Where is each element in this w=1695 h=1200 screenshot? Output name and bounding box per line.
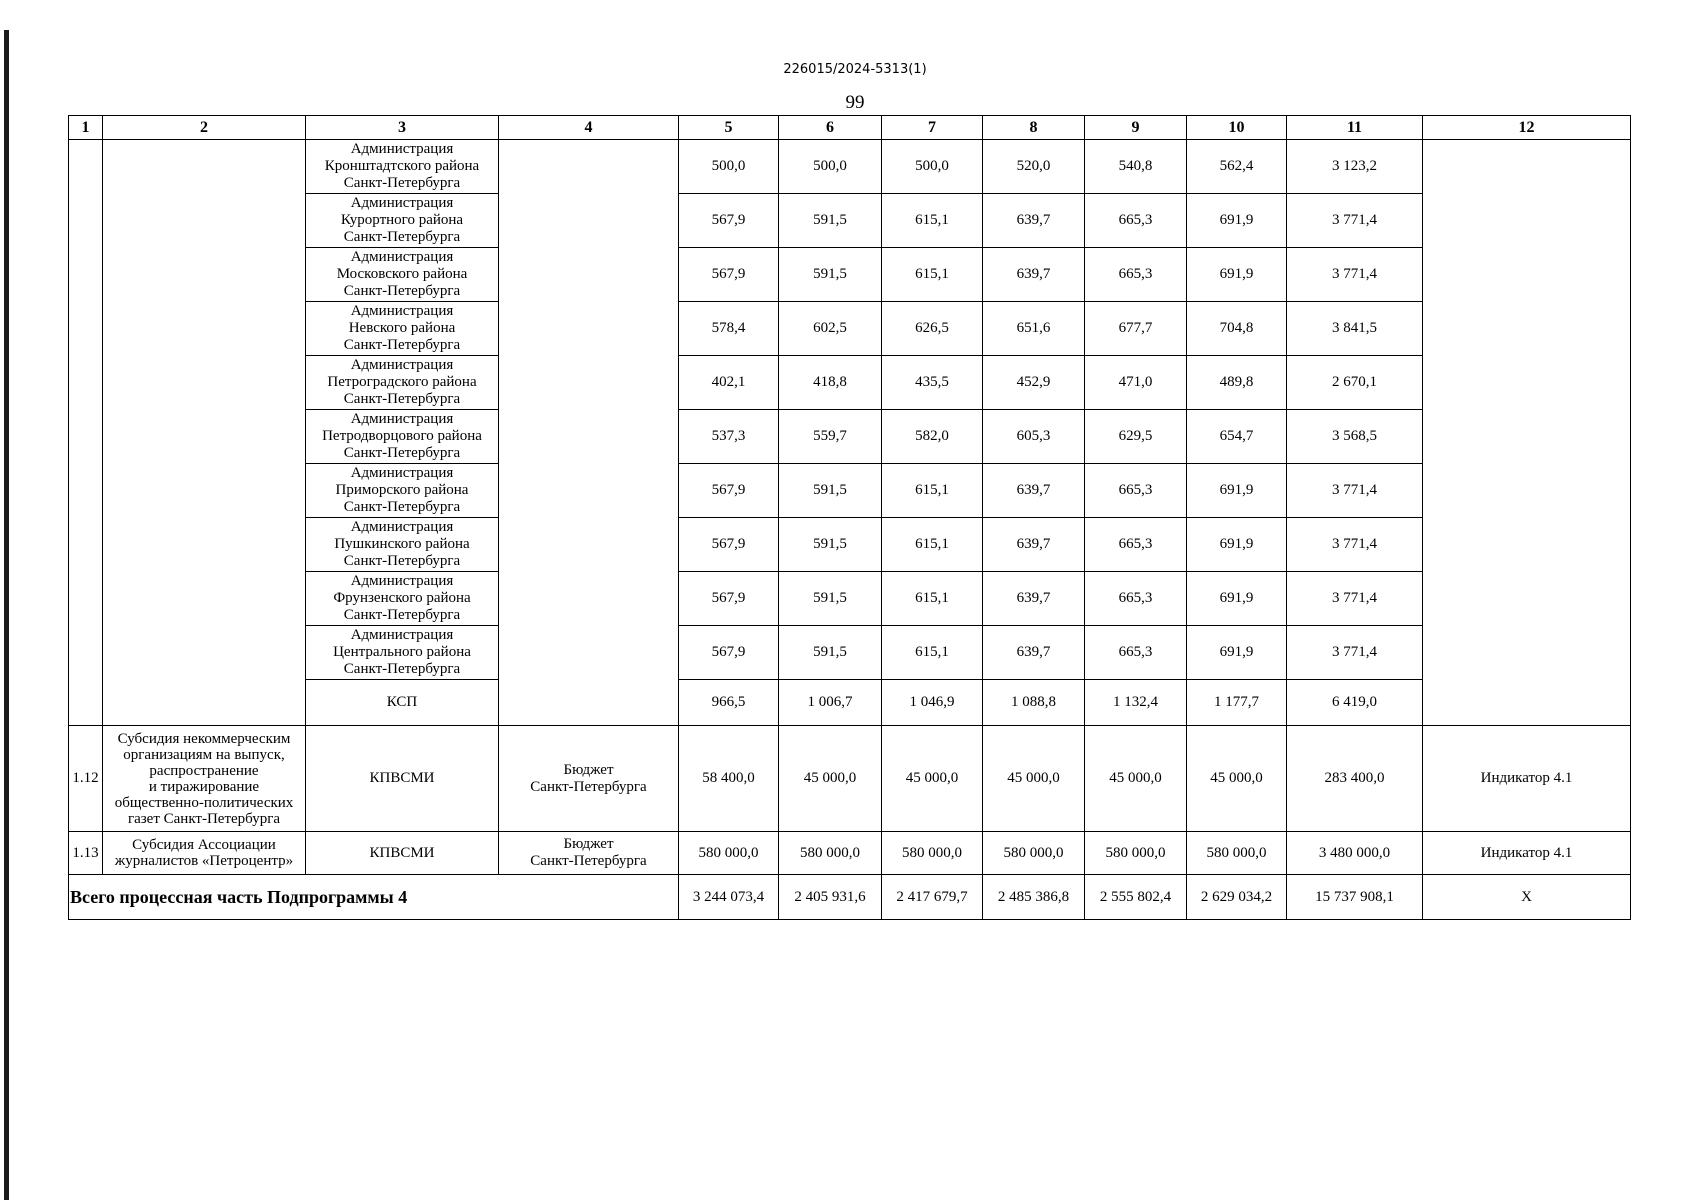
amount-cell: 500,0: [882, 140, 983, 194]
empty-name-cell: [103, 140, 306, 726]
funding-source-cell: Бюджет Санкт-Петербурга: [499, 832, 679, 875]
amount-cell: 567,9: [679, 464, 779, 518]
amount-cell: 3 771,4: [1287, 518, 1423, 572]
amount-cell: 639,7: [983, 464, 1085, 518]
total-amount-cell: 3 244 073,4: [679, 875, 779, 920]
amount-cell: 626,5: [882, 302, 983, 356]
amount-cell: 578,4: [679, 302, 779, 356]
amount-cell: 651,6: [983, 302, 1085, 356]
amount-cell: 3 123,2: [1287, 140, 1423, 194]
amount-cell: 559,7: [779, 410, 882, 464]
amount-cell: 58 400,0: [679, 726, 779, 832]
amount-cell: 582,0: [882, 410, 983, 464]
table-row: [69, 726, 1631, 832]
item-name-cell: Субсидия Ассоциации журналистов «Петроцентр»: [103, 832, 306, 875]
amount-cell: 567,9: [679, 626, 779, 680]
amount-cell: 45 000,0: [1085, 726, 1187, 832]
amount-cell: 1 046,9: [882, 680, 983, 726]
amount-cell: 591,5: [779, 518, 882, 572]
amount-cell: 591,5: [779, 572, 882, 626]
amount-cell: 3 771,4: [1287, 626, 1423, 680]
amount-cell: 615,1: [882, 194, 983, 248]
amount-cell: 45 000,0: [1187, 726, 1287, 832]
executor-cell: Администрация Центрального района Санкт-Петербурга: [306, 626, 499, 680]
amount-cell: 691,9: [1187, 464, 1287, 518]
executor-cell: Администрация Пушкинского района Санкт-Петербурга: [306, 518, 499, 572]
item-code-cell: 1.12: [69, 726, 103, 832]
amount-cell: 402,1: [679, 356, 779, 410]
amount-cell: 3 771,4: [1287, 248, 1423, 302]
amount-cell: 3 480 000,0: [1287, 832, 1423, 875]
amount-cell: 3 771,4: [1287, 194, 1423, 248]
amount-cell: 580 000,0: [779, 832, 882, 875]
column-number: 5: [679, 116, 779, 140]
amount-cell: 691,9: [1187, 248, 1287, 302]
total-amount-cell: 2 405 931,6: [779, 875, 882, 920]
item-code-cell: 1.13: [69, 832, 103, 875]
item-name-cell: Субсидия некоммерческим организациям на выпуск, распространение и тиражирование общественно-политических газет Санкт-Петербурга: [103, 726, 306, 832]
amount-cell: 665,3: [1085, 194, 1187, 248]
funding-source-cell: Бюджет Санкт-Петербурга: [499, 726, 679, 832]
amount-cell: 567,9: [679, 572, 779, 626]
amount-cell: 591,5: [779, 194, 882, 248]
executor-cell: Администрация Петродворцового района Санкт-Петербурга: [306, 410, 499, 464]
executor-cell: Администрация Фрунзенского района Санкт-Петербурга: [306, 572, 499, 626]
amount-cell: 691,9: [1187, 518, 1287, 572]
amount-cell: 3 568,5: [1287, 410, 1423, 464]
amount-cell: 639,7: [983, 248, 1085, 302]
amount-cell: 3 771,4: [1287, 464, 1423, 518]
total-label-cell: Всего процессная часть Подпрограммы 4: [69, 875, 679, 920]
amount-cell: 500,0: [779, 140, 882, 194]
amount-cell: 489,8: [1187, 356, 1287, 410]
table-row: [69, 832, 1631, 875]
executor-cell: Администрация Кронштадтского района Санкт-Петербурга: [306, 140, 499, 194]
amount-cell: 605,3: [983, 410, 1085, 464]
amount-cell: 540,8: [1085, 140, 1187, 194]
executor-cell: КПВСМИ: [306, 726, 499, 832]
column-number: 7: [882, 116, 983, 140]
registration-number: 226015/2024-5313(1): [783, 62, 927, 77]
column-number: 2: [103, 116, 306, 140]
column-number: 10: [1187, 116, 1287, 140]
amount-cell: 3 771,4: [1287, 572, 1423, 626]
scan-edge-mark: [4, 30, 9, 1200]
empty-indicator-cell: [1423, 140, 1631, 726]
column-number: 4: [499, 116, 679, 140]
amount-cell: 639,7: [983, 518, 1085, 572]
amount-cell: 615,1: [882, 464, 983, 518]
column-number: 11: [1287, 116, 1423, 140]
amount-cell: 418,8: [779, 356, 882, 410]
amount-cell: 45 000,0: [983, 726, 1085, 832]
column-number: 3: [306, 116, 499, 140]
amount-cell: 537,3: [679, 410, 779, 464]
amount-cell: 615,1: [882, 518, 983, 572]
indicator-cell: Индикатор 4.1: [1423, 832, 1631, 875]
amount-cell: 45 000,0: [779, 726, 882, 832]
amount-cell: 639,7: [983, 572, 1085, 626]
column-number: 6: [779, 116, 882, 140]
amount-cell: 500,0: [679, 140, 779, 194]
total-amount-cell: 2 629 034,2: [1187, 875, 1287, 920]
column-number-row: [69, 116, 1631, 140]
amount-cell: 639,7: [983, 626, 1085, 680]
amount-cell: 580 000,0: [983, 832, 1085, 875]
amount-cell: 665,3: [1085, 464, 1187, 518]
executor-cell: Администрация Московского района Санкт-Петербурга: [306, 248, 499, 302]
amount-cell: 580 000,0: [1187, 832, 1287, 875]
subprogram-budget-table: [68, 115, 1631, 920]
amount-cell: 691,9: [1187, 626, 1287, 680]
amount-cell: 580 000,0: [679, 832, 779, 875]
amount-cell: 1 088,8: [983, 680, 1085, 726]
amount-cell: 677,7: [1085, 302, 1187, 356]
amount-cell: 966,5: [679, 680, 779, 726]
column-number: 9: [1085, 116, 1187, 140]
amount-cell: 452,9: [983, 356, 1085, 410]
amount-cell: 520,0: [983, 140, 1085, 194]
amount-cell: 435,5: [882, 356, 983, 410]
executor-cell: Администрация Приморского района Санкт-Петербурга: [306, 464, 499, 518]
total-amount-cell: 2 485 386,8: [983, 875, 1085, 920]
total-amount-cell: 15 737 908,1: [1287, 875, 1423, 920]
amount-cell: 45 000,0: [882, 726, 983, 832]
amount-cell: 567,9: [679, 248, 779, 302]
total-amount-cell: 2 417 679,7: [882, 875, 983, 920]
amount-cell: 1 006,7: [779, 680, 882, 726]
executor-cell: КПВСМИ: [306, 832, 499, 875]
amount-cell: 567,9: [679, 194, 779, 248]
amount-cell: 665,3: [1085, 626, 1187, 680]
amount-cell: 1 177,7: [1187, 680, 1287, 726]
executor-cell: Администрация Невского района Санкт-Петербурга: [306, 302, 499, 356]
amount-cell: 615,1: [882, 572, 983, 626]
total-indicator-cell: Х: [1423, 875, 1631, 920]
column-number: 8: [983, 116, 1085, 140]
amount-cell: 602,5: [779, 302, 882, 356]
indicator-cell: Индикатор 4.1: [1423, 726, 1631, 832]
amount-cell: 3 841,5: [1287, 302, 1423, 356]
amount-cell: 704,8: [1187, 302, 1287, 356]
amount-cell: 615,1: [882, 626, 983, 680]
empty-code-cell: [69, 140, 103, 726]
amount-cell: 580 000,0: [882, 832, 983, 875]
amount-cell: 591,5: [779, 464, 882, 518]
total-amount-cell: 2 555 802,4: [1085, 875, 1187, 920]
table-row: [69, 140, 1631, 194]
empty-source-cell: [499, 140, 679, 726]
amount-cell: 654,7: [1187, 410, 1287, 464]
executor-cell: Администрация Курортного района Санкт-Петербурга: [306, 194, 499, 248]
amount-cell: 471,0: [1085, 356, 1187, 410]
amount-cell: 6 419,0: [1287, 680, 1423, 726]
amount-cell: 283 400,0: [1287, 726, 1423, 832]
amount-cell: 580 000,0: [1085, 832, 1187, 875]
amount-cell: 591,5: [779, 626, 882, 680]
column-number: 1: [69, 116, 103, 140]
amount-cell: 615,1: [882, 248, 983, 302]
amount-cell: 2 670,1: [1287, 356, 1423, 410]
amount-cell: 639,7: [983, 194, 1085, 248]
executor-cell: КСП: [306, 680, 499, 726]
amount-cell: 691,9: [1187, 194, 1287, 248]
amount-cell: 629,5: [1085, 410, 1187, 464]
amount-cell: 665,3: [1085, 518, 1187, 572]
amount-cell: 591,5: [779, 248, 882, 302]
column-number: 12: [1423, 116, 1631, 140]
amount-cell: 567,9: [679, 518, 779, 572]
page-number: 99: [845, 92, 865, 113]
amount-cell: 665,3: [1085, 248, 1187, 302]
amount-cell: 562,4: [1187, 140, 1287, 194]
executor-cell: Администрация Петроградского района Санкт-Петербурга: [306, 356, 499, 410]
total-row: [69, 875, 1631, 920]
amount-cell: 1 132,4: [1085, 680, 1187, 726]
amount-cell: 665,3: [1085, 572, 1187, 626]
amount-cell: 691,9: [1187, 572, 1287, 626]
